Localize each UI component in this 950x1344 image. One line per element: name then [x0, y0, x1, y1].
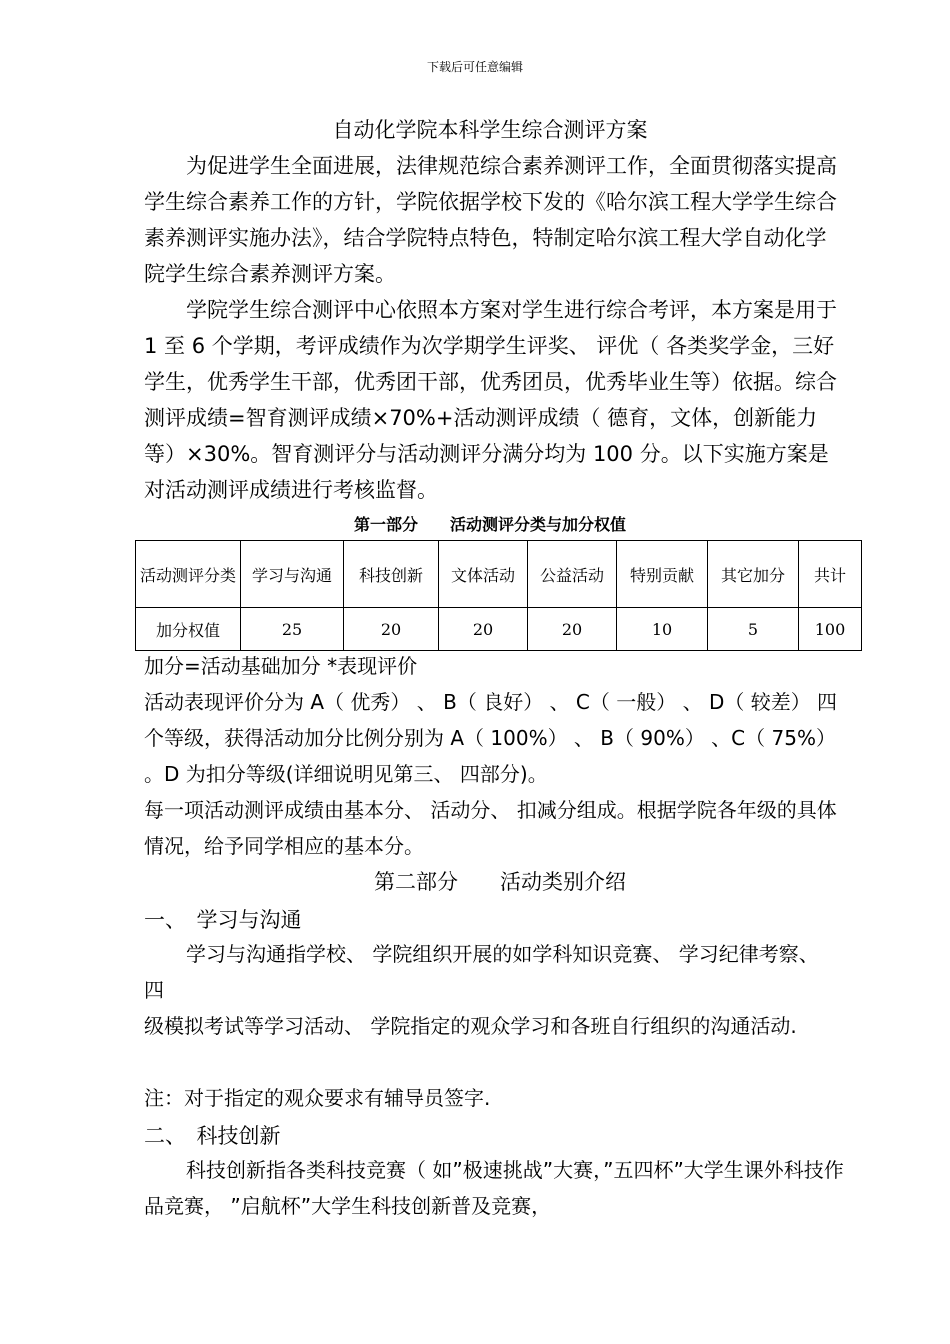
value-cell: 20 [344, 608, 439, 651]
composition-paragraph: 每一项活动测评成绩由基本分、 活动分、 扣减分组成。根据学院各年级的具体情况，给予同学相应的基本分。 [144, 798, 837, 858]
page-header: 下载后可任意编辑 [426, 60, 523, 74]
section-2-title: 第二部分 活动类别介绍 [374, 870, 626, 894]
formula-line: 加分=活动基础加分 *表现评价 [144, 654, 418, 678]
value-cell: 20 [439, 608, 528, 651]
value-cell: 5 [708, 608, 799, 651]
header-cell-category: 活动测评分类 [136, 541, 241, 608]
intro-paragraph-2: 学院学生综合测评中心依照本方案对学生进行综合考评，本方案是用于 1 至 6 个学期，考评成绩作为次学期学生评奖、 评优（ 各类奖学金，三好学生，优秀学生干部，优秀团干部，优秀团员，优秀毕业生等）依据。综合测评成绩=智育测评成绩×70%+活动测评成绩（ 德育，文体，创新能力等）×30%。智育测评分与活动测评分满分均为 100 分。以下实施方案是对活动测评成绩进行考核监督。 [144, 298, 837, 502]
document-title: 自动化学院本科学生综合测评方案 [332, 118, 648, 142]
header-cell-other: 其它加分 [708, 541, 799, 608]
grade-description: 活动表现评价分为 A（ 优秀） 、 B（ 良好） 、 C（ 一般） 、 D（ 较差） 四个等级，获得活动加分比例分别为 A（ 100%） 、 B（ 90%） 、C（ 75%） 。D 为扣分等级(详细说明见第三、 四部分)。 [144, 690, 838, 786]
header-cell-total: 共计 [799, 541, 862, 608]
intro-paragraph-1: 为促进学生全面进展，法律规范综合素养测评工作，全面贯彻落实提高学生综合素养工作的方针，学院依据学校下发的《哈尔滨工程大学学生综合素养测评实施办法》，结合学院特点特色，特制定哈尔滨工程大学自动化学院学生综合素养测评方案。 [144, 154, 837, 286]
weights-table [135, 540, 862, 651]
value-cell: 20 [528, 608, 617, 651]
item-1-note: 注：对于指定的观众要求有辅导员签字. [144, 1086, 491, 1110]
item-1-paragraph-b: 级模拟考试等学习活动、 学院指定的观众学习和各班自行组织的沟通活动. [144, 1014, 797, 1038]
header-cell-public: 公益活动 [528, 541, 617, 608]
header-cell-study: 学习与沟通 [241, 541, 344, 608]
header-cell-contribution: 特别贡献 [617, 541, 708, 608]
value-cell: 100 [799, 608, 862, 651]
header-cell-culture: 文体活动 [439, 541, 528, 608]
table-values-row [136, 608, 862, 651]
item-2-heading: 二、 科技创新 [144, 1124, 281, 1148]
value-cell: 25 [241, 608, 344, 651]
row-label-cell: 加分权值 [136, 608, 241, 651]
item-1-heading: 一、 学习与沟通 [144, 908, 302, 932]
table-caption: 第一部分 活动测评分类与加分权值 [353, 515, 626, 534]
item-1-paragraph-a: 学习与沟通指学校、 学院组织开展的如学科知识竞赛、 学习纪律考察、 四 [144, 942, 819, 1002]
table-header-row [136, 541, 862, 608]
item-2-paragraph: 科技创新指各类科技竞赛（ 如”极速挑战”大赛，”五四杯”大学生课外科技作品竞赛， ”启航杯”大学生科技创新普及竞赛， [144, 1158, 844, 1218]
header-cell-tech: 科技创新 [344, 541, 439, 608]
value-cell: 10 [617, 608, 708, 651]
